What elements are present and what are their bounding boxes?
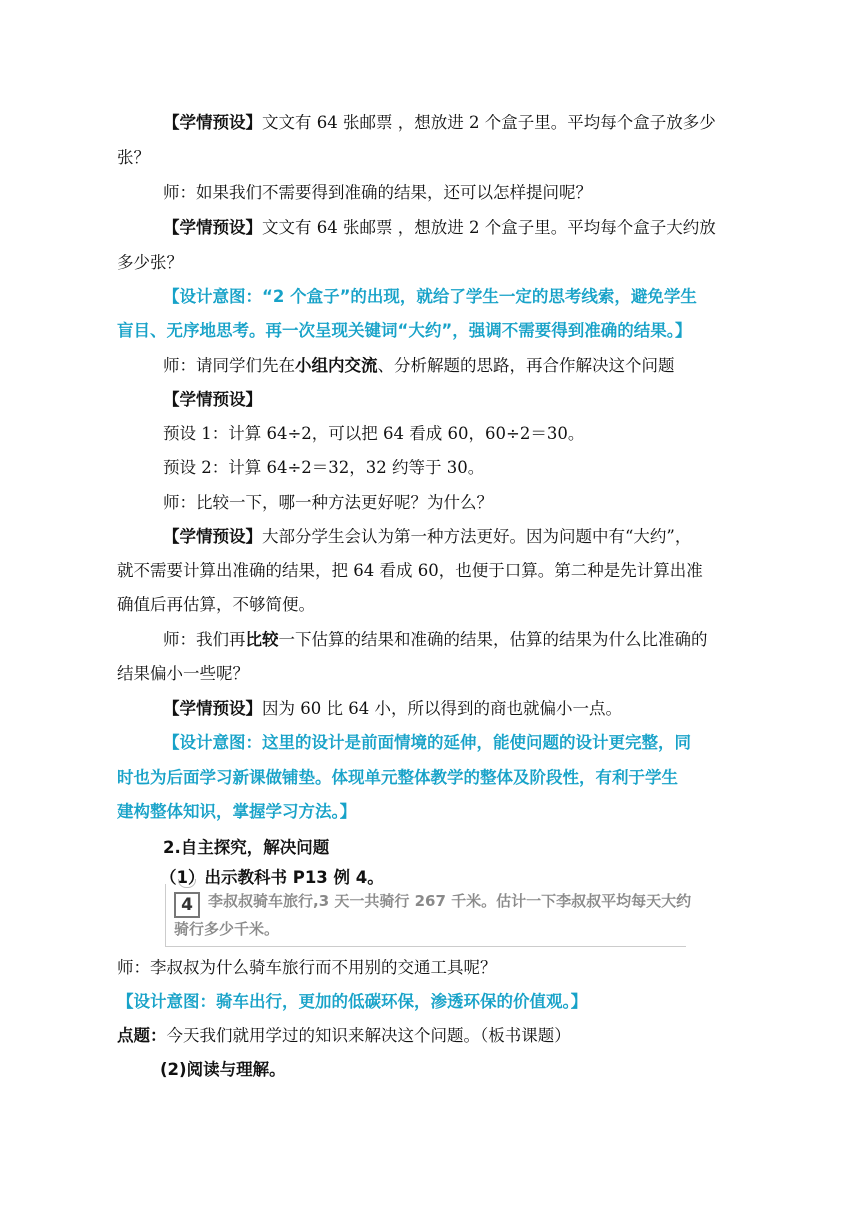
textbook-example-image [165,884,692,947]
design-intent-1-line1: 【设计意图：“2 个盒子”的出现，就给了学生一定的思考线索，避免学生 [163,287,697,306]
preset-option-1: 预设 1：计算 64÷2，可以把 64 看成 60，60÷2＝30。 [163,424,585,443]
section-heading-2: 2.自主探究，解决问题 [163,838,330,857]
teacher-question-3: 师：我们再比较一下估算的结果和准确的结果，估算的结果为什么比准确的 [163,630,708,649]
teacher-instruction: 师：请同学们先在小组内交流、分析解题的思路，再合作解决这个问题 [163,356,675,375]
example-text-line2: 骑行多少千米。 [174,920,280,938]
paragraph-preset-2: 【学情预设】文文有 64 张邮票 ，想放进 2 个盒子里。平均每个盒子大约放 [163,218,716,237]
design-intent-1-line2: 盲目、无序地思考。再一次呈现关键词“大约”，强调不需要得到准确的结果。】 [117,321,692,340]
design-intent-2-line3: 建构整体知识，掌握学习方法。】 [117,802,357,821]
teacher-question-1: 师：如果我们不需要得到准确的结果，还可以怎样提问呢？ [163,183,592,202]
example-text-line1: 李叔叔骑车旅行,3 天一共骑行 267 千米。估计一下李叔叔平均每天大约 [208,892,692,910]
paragraph-preset-1-cont: 张？ [117,148,150,167]
paragraph-preset-1: 【学情预设】文文有 64 张邮票 ，想放进 2 个盒子里。平均每个盒子放多少 [163,113,716,132]
design-intent-3: 【设计意图：骑车出行，更加的低碳环保，渗透环保的价值观。】 [117,992,588,1011]
topic-statement: 点题：今天我们就用学过的知识来解决这个问题。（板书课题） [117,1026,571,1045]
paragraph-preset-3: 【学情预设】大部分学生会认为第一种方法更好。因为问题中有“大约”， [163,527,692,546]
subsection-1: （1）出示教科书 P13 例 4。 [160,868,384,887]
teacher-question-4: 师：李叔叔为什么骑车旅行而不用别的交通工具呢？ [117,958,497,977]
example-number-box: 4 [174,892,200,918]
design-intent-2-line1: 【设计意图：这里的设计是前面情境的延伸，能使问题的设计更完整，同 [163,733,691,752]
bookmark-mark [178,879,196,888]
preset-heading: 【学情预设】 [163,390,262,409]
preset-option-2: 预设 2：计算 64÷2＝32，32 约等于 30。 [163,458,485,477]
paragraph-preset-2-cont: 多少张？ [117,253,183,272]
teacher-question-3-cont: 结果偏小一些呢？ [117,664,249,683]
subsection-2: (2)阅读与理解。 [160,1060,286,1079]
teacher-question-2: 师：比较一下，哪一种方法更好呢？为什么？ [163,493,493,512]
paragraph-preset-3-line3: 确值后再估算，不够简便。 [117,595,315,614]
paragraph-preset-4: 【学情预设】因为 60 比 64 小，所以得到的商也就偏小一点。 [163,699,622,718]
paragraph-preset-3-line2: 就不需要计算出准确的结果，把 64 看成 60，也便于口算。第二种是先计算出准 [117,561,703,580]
design-intent-2-line2: 时也为后面学习新课做铺垫。体现单元整体教学的整体及阶段性，有利于学生 [117,768,678,787]
